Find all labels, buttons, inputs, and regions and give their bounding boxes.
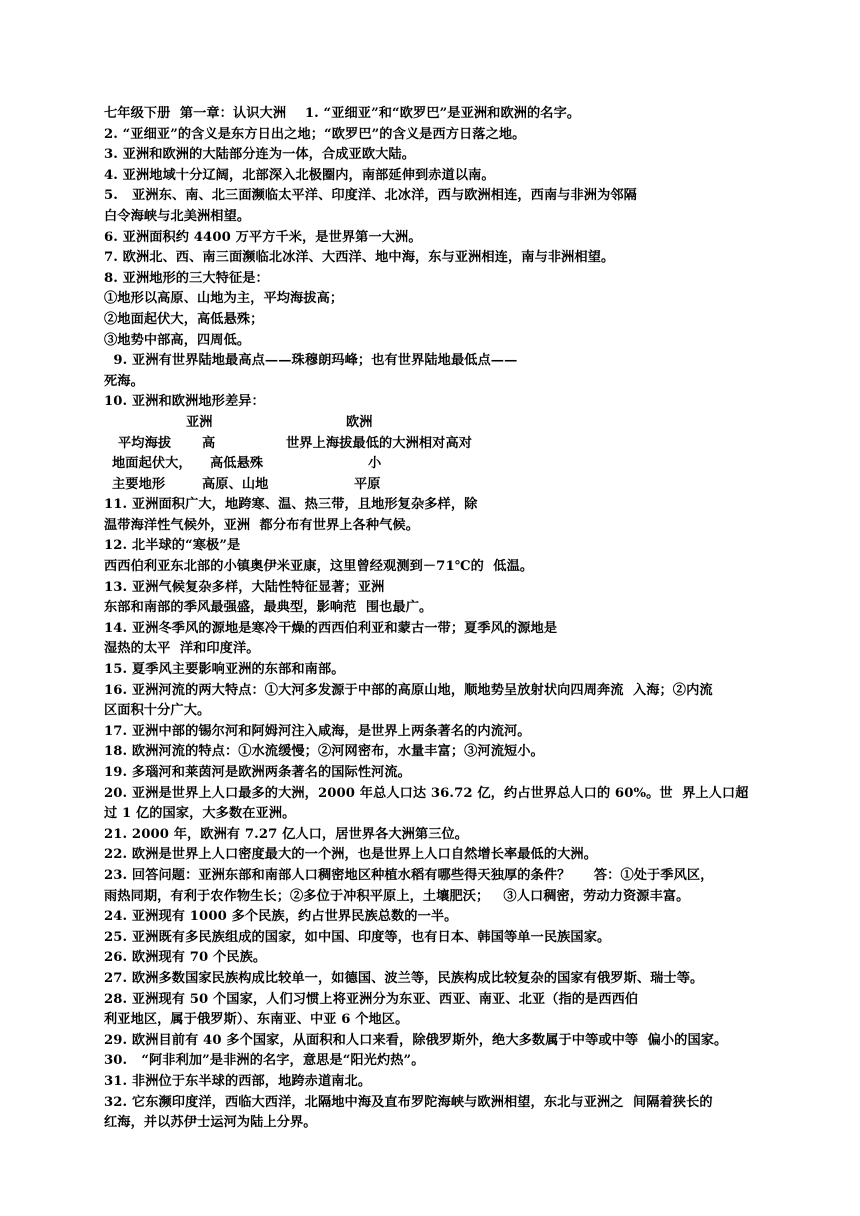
text-line: 12. 北半球的“寒极”是 (104, 538, 241, 554)
text-line: 15. 夏季风主要影响亚洲的东部和南部。 (104, 662, 345, 678)
text-line: 5. 亚洲东、南、北三面濒临太平洋、印度洋、北冰洋，西与欧洲相连，西南与非洲为邻隔 (104, 188, 637, 204)
text-line: 8. 亚洲地形的三大特征是： (104, 270, 269, 286)
text-line: 东部和南部的季风最强盛，最典型，影响范 围也最广。 (104, 600, 433, 616)
row-asia: 高原、山地 (202, 476, 269, 492)
text-line: ③地势中部高，四周低。 (104, 332, 251, 348)
text-line: 27. 欧洲多数国家民族构成比较单一，如德国、波兰等，民族构成比较复杂的国家有俄罗斯、瑞士等。 (104, 970, 704, 986)
comparison-row (104, 434, 794, 455)
text-line: 26. 欧洲现有 70 个民族。 (104, 950, 267, 966)
header-europe: 欧洲 (346, 414, 373, 430)
text-line: 4. 亚洲地域十分辽阔，北部深入北极圈内，南部延伸到赤道以南。 (104, 167, 495, 183)
text-line: 3. 亚洲和欧洲的大陆部分连为一体，合成亚欧大陆。 (104, 147, 415, 163)
text-line: 过 1 亿的国家，大多数在亚洲。 (104, 806, 296, 822)
text-line: 22. 欧洲是世界上人口密度最大的一个洲，也是世界上人口自然增长率最低的大洲。 (104, 847, 597, 863)
text-line: 2. “亚细亚”的含义是东方日出之地；“欧罗巴”的含义是西方日落之地。 (104, 126, 526, 142)
text-line: 6. 亚洲面积约 4400 万平方千米，是世界第一大洲。 (104, 229, 422, 245)
header-asia: 亚洲 (186, 414, 213, 430)
text-line: 18. 欧洲河流的特点：①水流缓慢；②河网密布，水量丰富；③河流短小。 (104, 744, 544, 760)
text-line: 21. 2000 年，欧洲有 7.27 亿人口，居世界各大洲第三位。 (104, 826, 469, 842)
text-line: 11. 亚洲面积广大，地跨寒、温、热三带，且地形复杂多样，除 (104, 497, 478, 513)
text-line: 死海。 (104, 373, 144, 389)
text-line: 14. 亚洲冬季风的源地是寒冷干燥的西西伯利亚和蒙古一带；夏季风的源地是 (104, 620, 558, 636)
text-line: 24. 亚洲现有 1000 多个民族，约占世界民族总数的一半。 (104, 909, 458, 925)
text-line: ②地面起伏大，高低悬殊； (104, 311, 264, 327)
text-line: 白令海峡与北美洲相望。 (104, 208, 251, 224)
text-line: 29. 欧洲目前有 40 多个国家，从面积和人口来看，除俄罗斯外，绝大多数属于中等或中等 偏小的国家。 (104, 1032, 728, 1048)
comparison-row (104, 454, 794, 475)
text-line: 20. 亚洲是世界上人口最多的大洲，2000 年总人口达 36.72 亿，约占世界总人口的 60%。世 界上人口超 (104, 785, 749, 801)
row-label: 平均海拔 (118, 435, 172, 451)
text-line: 19. 多瑙河和莱茵河是欧洲两条著名的国际性河流。 (104, 765, 411, 780)
text-line: 7. 欧洲北、西、南三面濒临北冰洋、大西洋、地中海，东与亚洲相连，南与非洲相望。 (104, 250, 615, 266)
text-line: 30. “阿非利加”是非洲的名字，意思是“阳光灼热”。 (104, 1053, 425, 1069)
row-asia: 高 (202, 435, 216, 451)
document-page (104, 104, 794, 1134)
text-line: 31. 非洲位于东半球的西部，地跨赤道南北。 (104, 1073, 372, 1089)
text-line: 利亚地区，属于俄罗斯）、东南亚、中亚 6 个地区。 (104, 1012, 409, 1028)
text-line: 28. 亚洲现有 50 个国家，人们习惯上将亚洲分为东亚、西亚、南亚、北亚（指的是西西伯 (104, 991, 639, 1007)
text-line: 红海，并以苏伊士运河为陆上分界。 (104, 1115, 317, 1131)
text-line: 23. 回答问题：亚洲东部和南部人口稠密地区种植水稻有哪些得天独厚的条件？ 答：①处于季风区， (104, 867, 714, 883)
text-line: 区面积十分广大。 (104, 703, 211, 719)
text-block-intro (104, 104, 794, 413)
row-europe: 平原 (354, 476, 381, 492)
text-block-main (104, 495, 794, 1133)
row-label: 主要地形 (112, 476, 166, 492)
comparison-header (104, 413, 794, 434)
text-line: 温带海洋性气候外，亚洲 都分布有世界上各种气候。 (104, 517, 419, 533)
row-asia: 高低悬殊 (210, 456, 264, 472)
comparison-row (104, 475, 794, 496)
text-line: 17. 亚洲中部的锡尔河和阿姆河注入咸海，是世界上两条著名的内流河。 (104, 723, 531, 739)
text-line: 16. 亚洲河流的两大特点：①大河多发源于中部的高原山地，顺地势呈放射状向四周奔流 入海；②内流 (104, 682, 713, 698)
text-line: 25. 亚洲既有多民族组成的国家，如中国、印度等，也有日本、韩国等单一民族国家。 (104, 929, 611, 945)
text-line: 10. 亚洲和欧洲地形差异： (104, 394, 265, 410)
text-line: 湿热的太平 洋和印度洋。 (104, 641, 260, 657)
text-line: 七年级下册 第一章：认识大洲 1. “亚细亚”和“欧罗巴”是亚洲和欧洲的名字。 (104, 106, 581, 121)
row-europe: 世界上海拔最低的大洲相对高对 (286, 435, 473, 451)
text-line: 13. 亚洲气候复杂多样，大陆性特征显著；亚洲 (104, 579, 385, 595)
text-line: 雨热同期，有利于农作物生长；②多位于冲积平原上，土壤肥沃； ③人口稠密，劳动力资源丰富。 (104, 888, 690, 904)
text-line: 32. 它东濒印度洋，西临大西洋，北隔地中海及直布罗陀海峡与欧洲相望，东北与亚洲之 间隔着狭长的 (104, 1094, 713, 1110)
text-line: 西西伯利亚东北部的小镇奥伊米亚康，这里曾经观测到－71℃的 低温。 (104, 559, 534, 575)
text-line: 9. 亚洲有世界陆地最高点——珠穆朗玛峰；也有世界陆地最低点—— (104, 353, 518, 369)
row-label: 地面起伏大， (112, 456, 192, 472)
row-europe: 小 (368, 456, 382, 472)
comparison-table (104, 413, 794, 495)
text-line: ①地形以高原、山地为主，平均海拔高； (104, 291, 344, 307)
